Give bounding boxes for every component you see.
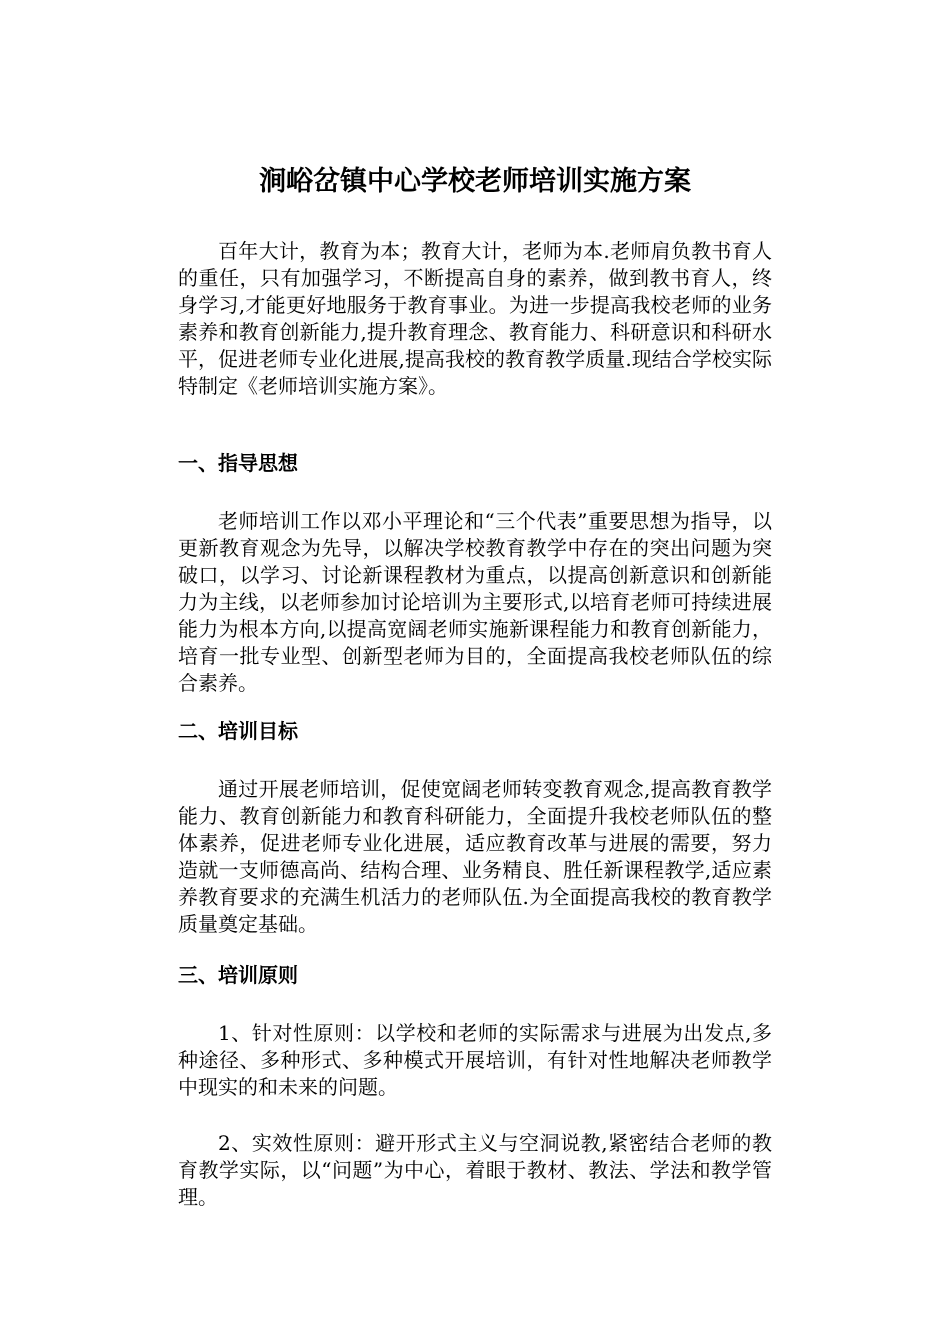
section-heading-training-goals: 二、培训目标 <box>178 719 298 743</box>
guiding-ideology-paragraph: 老师培训工作以邓小平理论和“三个代表”重要思想为指导，以更新教育观念为先导，以解决学校教育教学中存在的突出问题为突破口，以学习、讨论新课程教材为重点，以提高创新意识和创新能力为主线，以老师参加讨论培训为主要形式,以培育老师可持续进展能力为根本方向,以提高宽阔老师实施新课程能力和教育创新能力，培育一批专业型、创新型老师为目的，全面提高我校老师队伍的综合素养。 <box>178 509 772 695</box>
section-heading-training-principles: 三、培训原则 <box>178 963 298 987</box>
principle-targeted-paragraph: 1、针对性原则：以学校和老师的实际需求与进展为出发点,多种途径、多种形式、多种模式开展培训，有针对性地解决老师教学中现实的和未来的问题。 <box>178 1021 772 1099</box>
intro-paragraph: 百年大计，教育为本；教育大计，老师为本.老师肩负教书育人的重任，只有加强学习，不断提高自身的素养，做到教书育人，终身学习,才能更好地服务于教育事业。为进一步提高我校老师的业务素养和教育创新能力,提升教育理念、教育能力、科研意识和科研水平，促进老师专业化进展,提高我校的教育教学质量.现结合学校实际特制定《老师培训实施方案》。 <box>178 239 772 398</box>
training-goals-paragraph: 通过开展老师培训，促使宽阔老师转变教育观念,提高教育教学能力、教育创新能力和教育科研能力，全面提升我校老师队伍的整体素养，促进老师专业化进展，适应教育改革与进展的需要，努力造就一支师德高尚、结构合理、业务精良、胜任新课程教学,适应素养教育要求的充满生机活力的老师队伍.为全面提高我校的教育教学质量奠定基础。 <box>178 777 772 936</box>
document-title: 涧峪岔镇中心学校老师培训实施方案 <box>259 166 691 197</box>
section-heading-guiding-ideology: 一、指导思想 <box>178 451 298 475</box>
principle-effectiveness-paragraph: 2、实效性原则：避开形式主义与空洞说教,紧密结合老师的教育教学实际，以“问题”为中心，着眼于教材、教法、学法和教学管理。 <box>178 1131 772 1209</box>
